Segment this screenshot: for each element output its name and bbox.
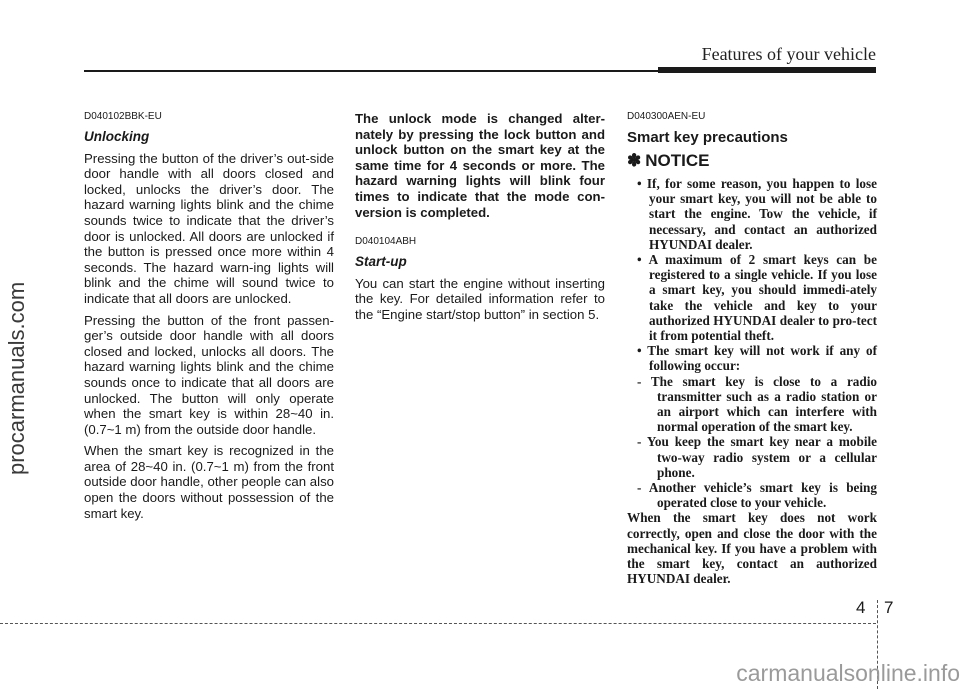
list-item: • A maximum of 2 smart keys can be registered to a single vehicle. If you lose a smart key, you should immedi-ately take the vehicle and key to your authorized HYUNDAI dealer to pro-tect it from potential theft. <box>637 252 877 344</box>
notice-label: NOTICE <box>645 151 710 170</box>
column-precautions <box>627 111 877 586</box>
chapter-number: 4 <box>856 598 866 617</box>
section-code: D040300AEN-EU <box>627 111 706 122</box>
section-code: D040104ABH <box>355 236 417 248</box>
list-item: • The smart key will not work if any of following occur: <box>637 343 877 374</box>
list-item: • If, for some reason, you happen to lose your smart key, you will not be able to start the engine. Tow the vehicle, if necessary, and contact an authorized HYUNDAI dealer. <box>637 176 877 252</box>
column-unlocking <box>84 111 334 527</box>
sub-list-item: - You keep the smart key near a mobile two-way radio system or a cellular phone. <box>637 434 877 480</box>
page-number: 7 <box>884 598 894 617</box>
sub-list-item: - The smart key is close to a radio transmitter such as a radio station or an airport which can interfere with normal operation of the smart key. <box>637 373 877 435</box>
section-code: D040102BBK-EU <box>84 111 162 122</box>
asterisk-icon: ✽ <box>627 151 642 170</box>
startup-paragraph: You can start the engine without inserting the key. For detailed information refer to the “Engine start/stop button” in section 5. <box>355 275 605 322</box>
bottom-watermark: carmanualsonline.info <box>736 660 960 686</box>
precautions-title: Smart key precautions <box>627 129 788 146</box>
unlocking-paragraph-2: Pressing the button of the front passen-ger’s outside door handle with all doors closed and locked, unlocks all doors. The hazard warning lights blink and the chime sounds once to indicate that all doors are unlocked. The button will only operate when the smart key is within 28~40 in. (0.7~1 m) from the outside door handle. <box>84 312 334 437</box>
unlocking-paragraph-3: When the smart key is recognized in the area of 28~40 in. (0.7~1 m) from the front outside door handle, other people can also open the doors without possession of the smart key. <box>84 443 334 521</box>
header-bar <box>658 67 876 73</box>
notice-list <box>627 176 877 586</box>
closing-paragraph: When the smart key does not work correctly, open and close the door with the mechanical key. If you have a problem with the smart key, contact an authorized HYUNDAI dealer. <box>627 510 877 587</box>
sub-list-item: - Another vehicle’s smart key is being operated close to your vehicle. <box>637 480 877 511</box>
side-watermark: procarmanuals.com <box>4 281 29 475</box>
unlocking-heading: Unlocking <box>84 129 150 144</box>
notice-heading <box>627 151 877 171</box>
page-header-title: Features of your vehicle <box>701 44 876 64</box>
startup-heading: Start-up <box>355 254 407 270</box>
unlock-mode-paragraph: The unlock mode is changed alter-nately by pressing the lock button and unlock button on the smart key at the same time for 4 seconds or more. The hazard warning lights will blink four times to indicate that the mode con-version is completed. <box>355 111 605 220</box>
footer-dashed-rule <box>0 623 876 624</box>
column-startup <box>355 111 605 329</box>
unlocking-paragraph-1: Pressing the button of the driver’s out-side door handle with all doors closed and locked, unlocks the driver’s door. The hazard warning lights blink and the chime sounds twice to indicate that the driver’s door is unlocked. All doors are unlocked if the button is pressed once more within 4 seconds. The hazard warn-ing lights will blink and the chime will sound twice to indicate that all doors are unlocked. <box>84 150 334 306</box>
